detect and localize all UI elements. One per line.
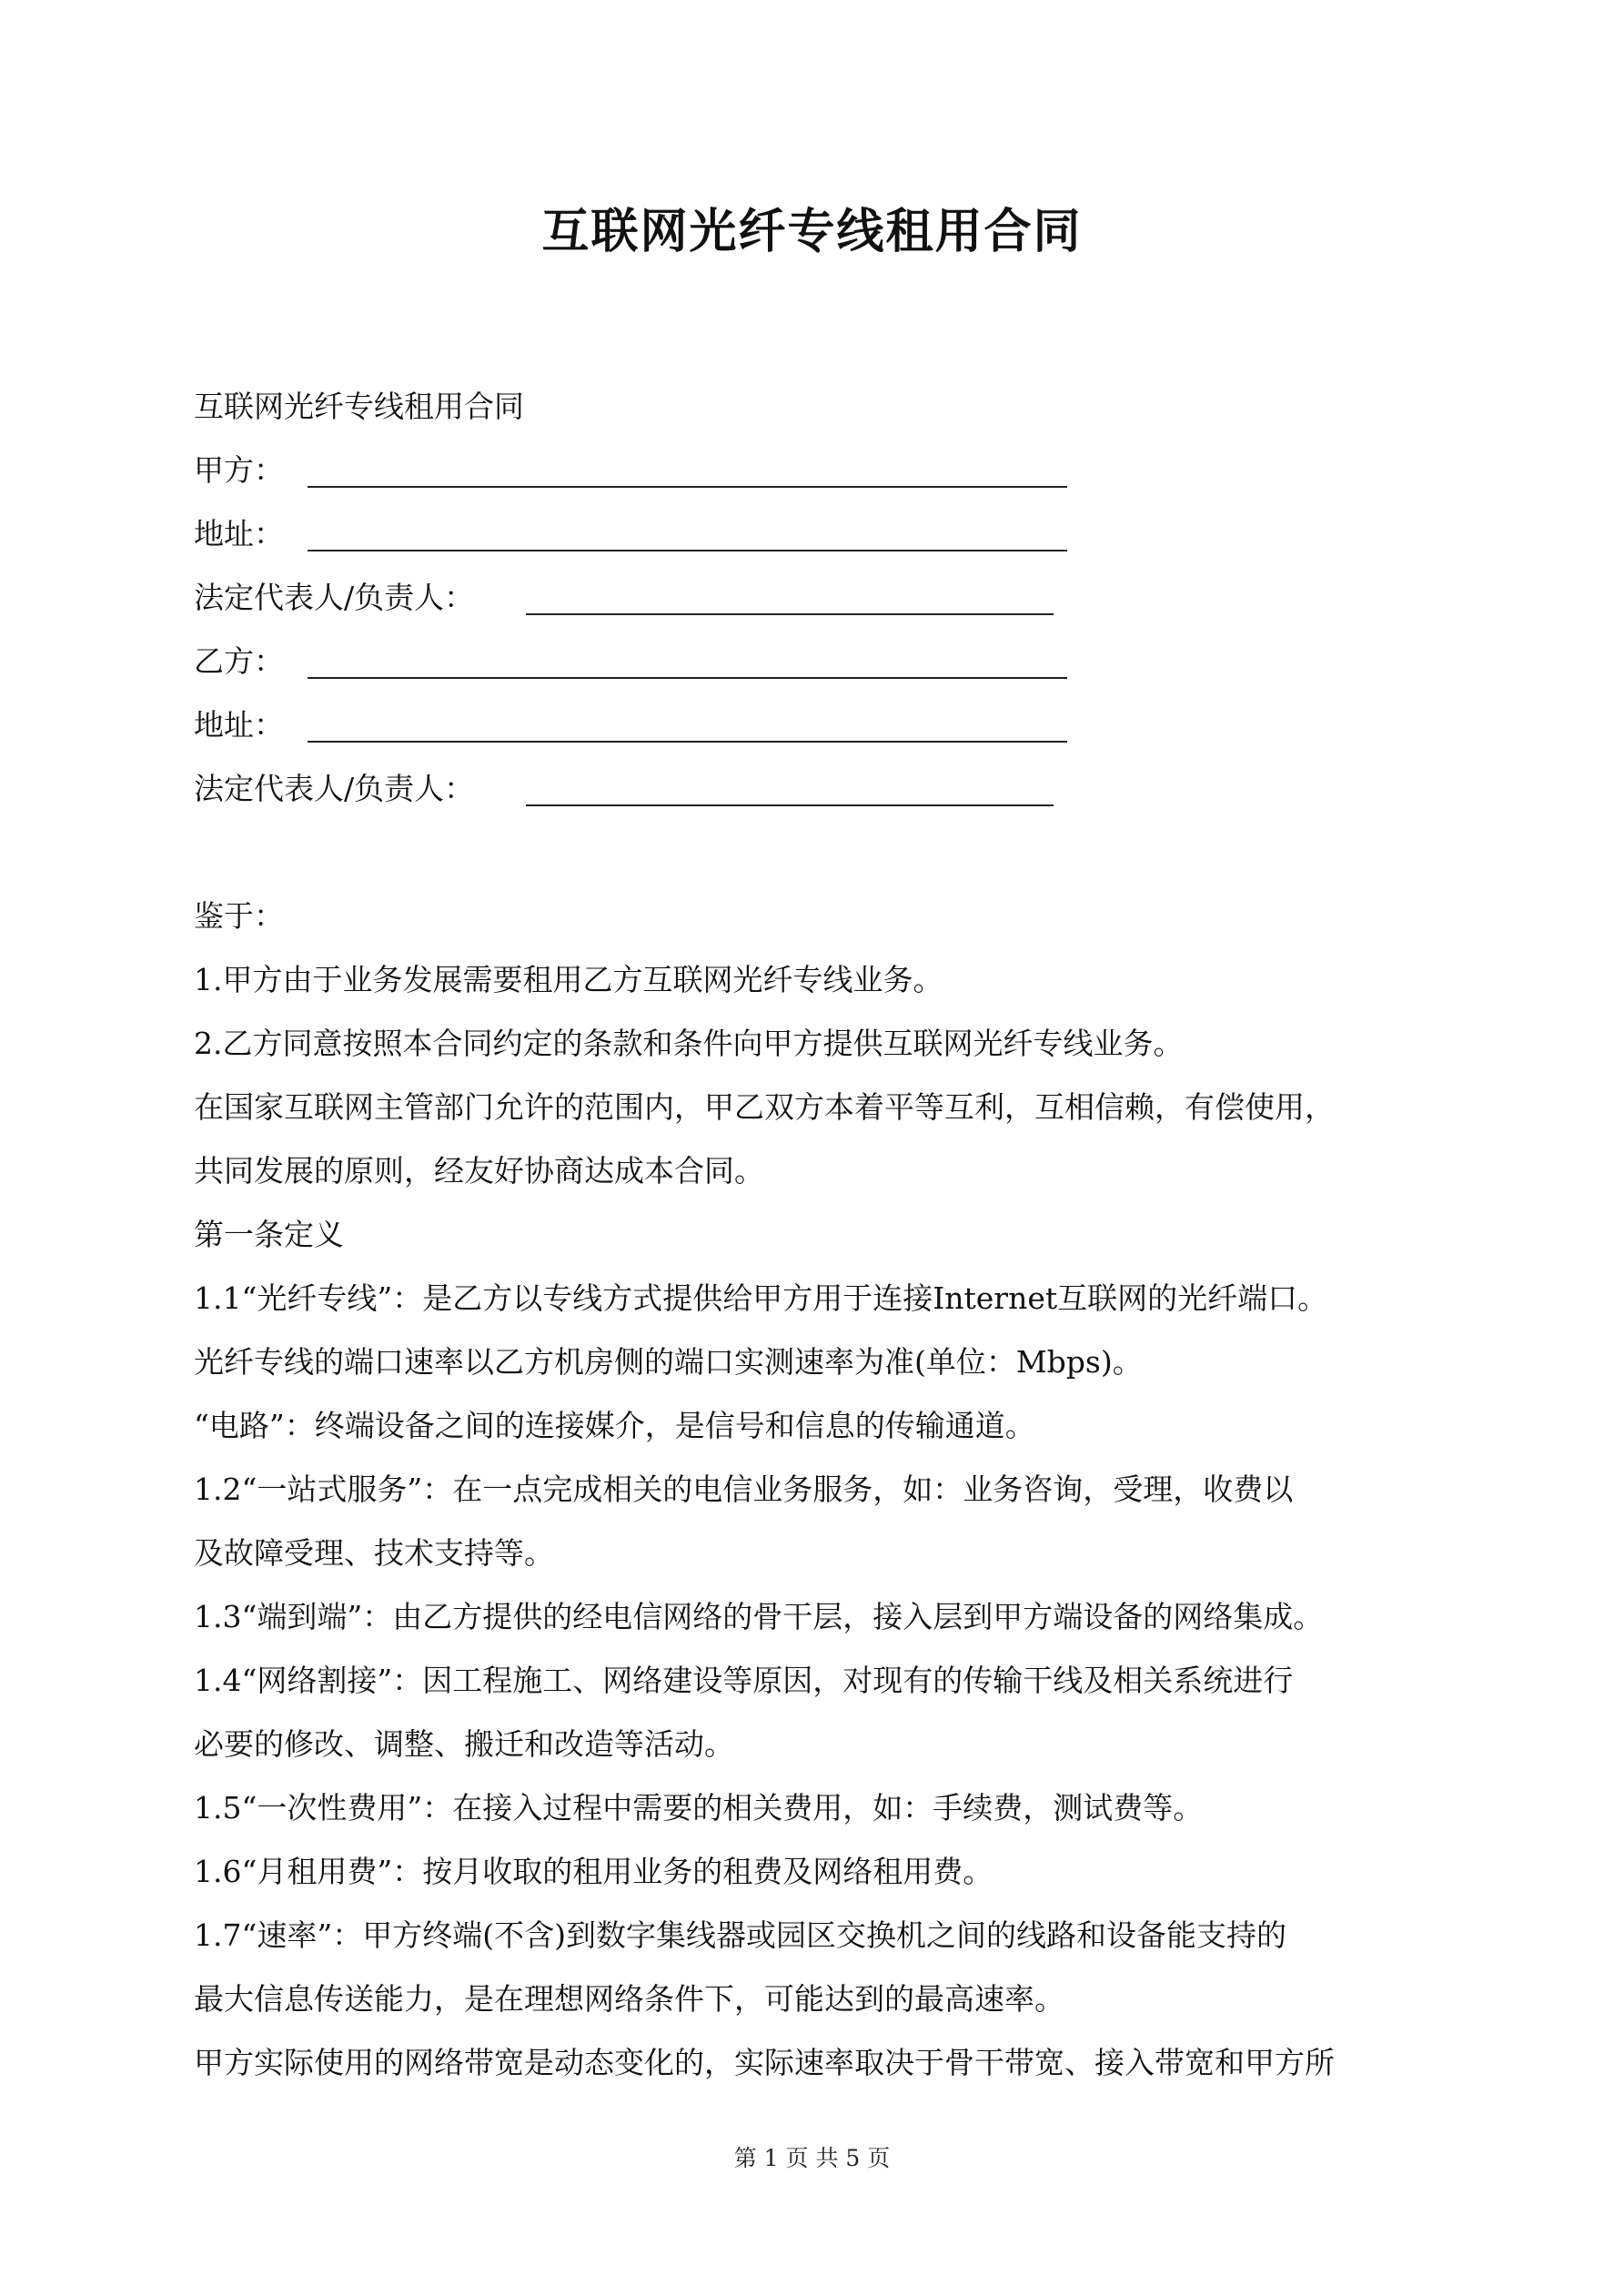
party-b-address-field [194, 693, 1449, 757]
party-a-representative-label: 法定代表人/负责人： [194, 580, 475, 615]
document-subtitle: 互联网光纤专线租用合同 [194, 389, 524, 424]
document-title: 互联网光纤专线租用合同 [541, 204, 1083, 259]
paragraph-line: 1.7“速率”：甲方终端(不含)到数字集线器或园区交换机之间的线路和设备能支持的 [194, 1917, 1286, 1953]
paragraph-line: 1.2“一站式服务”：在一点完成相关的电信业务服务，如：业务咨询，受理，收费以 [194, 1472, 1294, 1507]
paragraph-line: 2.乙方同意按照本合同约定的条款和条件向甲方提供互联网光纤专线业务。 [194, 1026, 1184, 1061]
party-a-address-field [194, 502, 1449, 566]
paragraph-line: 1.甲方由于业务发展需要租用乙方互联网光纤专线业务。 [194, 962, 943, 997]
party-b-representative-blank [526, 757, 1054, 806]
paragraph-line: 1.4“网络割接”：因工程施工、网络建设等原因，对现有的传输干线及相关系统进行 [194, 1663, 1294, 1698]
party-a-address-label: 地址： [194, 516, 284, 551]
party-a-label: 甲方： [194, 452, 284, 488]
party-b-blank [308, 630, 1067, 679]
party-b-label: 乙方： [194, 643, 284, 679]
whereas-heading: 鉴于： [194, 898, 284, 934]
page-number: 第 1 页 共 5 页 [733, 2145, 891, 2171]
paragraph-line: 最大信息传送能力，是在理想网络条件下，可能达到的最高速率。 [194, 1981, 1064, 2017]
party-b-address-blank [308, 693, 1067, 743]
party-a-blank [308, 439, 1067, 488]
party-b-representative-label: 法定代表人/负责人： [194, 771, 475, 806]
paragraph-line: 必要的修改、调整、搬迁和改造等活动。 [194, 1726, 734, 1762]
paragraph-line: 及故障受理、技术支持等。 [194, 1535, 554, 1571]
paragraph-line: 光纤专线的端口速率以乙方机房侧的端口实测速率为准(单位：Mbps)。 [194, 1344, 1143, 1380]
paragraph-line: 在国家互联网主管部门允许的范围内，甲乙双方本着平等互利，互相信赖，有偿使用， [194, 1089, 1335, 1125]
article-heading: 第一条定义 [194, 1217, 344, 1252]
party-a-address-blank [308, 502, 1067, 551]
paragraph-line: 1.6“月租用费”：按月收取的租用业务的租费及网络租用费。 [194, 1854, 994, 1889]
party-a-field [194, 439, 1449, 502]
paragraph-line: 共同发展的原则，经友好协商达成本合同。 [194, 1153, 764, 1188]
section-spacer [194, 821, 1449, 885]
party-a-representative-blank [526, 566, 1054, 615]
party-b-representative-field [194, 757, 1449, 821]
document-body [194, 375, 1449, 2095]
paragraph-line: 1.5“一次性费用”：在接入过程中需要的相关费用，如：手续费，测试费等。 [194, 1790, 1204, 1826]
party-b-address-label: 地址： [194, 707, 284, 743]
paragraph-line: 1.3“端到端”：由乙方提供的经电信网络的骨干层，接入层到甲方端设备的网络集成。 [194, 1599, 1324, 1634]
party-b-field [194, 630, 1449, 693]
party-a-representative-field [194, 566, 1449, 630]
paragraph-line: “电路”：终端设备之间的连接媒介，是信号和信息的传输通道。 [194, 1408, 1035, 1443]
paragraph-line: 甲方实际使用的网络带宽是动态变化的，实际速率取决于骨干带宽、接入带宽和甲方所 [194, 2045, 1335, 2080]
paragraph-line: 1.1“光纤专线”：是乙方以专线方式提供给甲方用于连接Internet互联网的光纤端口。 [194, 1280, 1328, 1316]
